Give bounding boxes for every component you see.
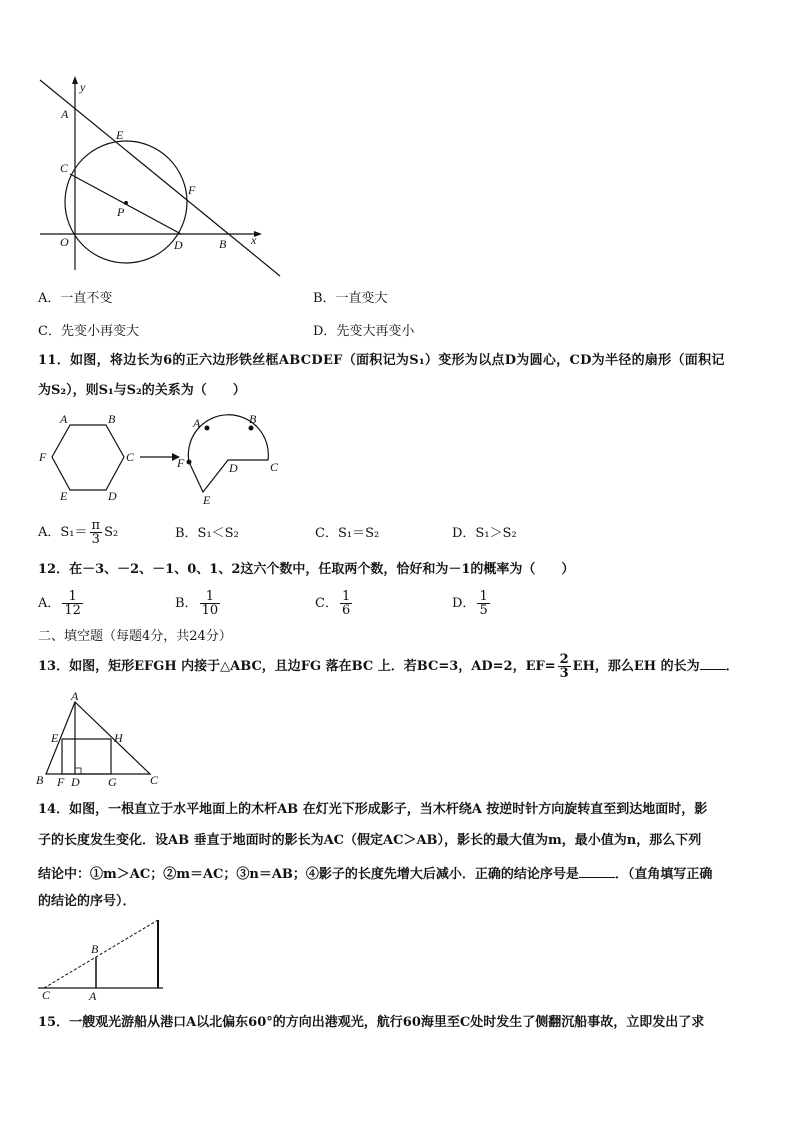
light-ray-dashed bbox=[44, 920, 158, 988]
point-p bbox=[124, 201, 128, 205]
fraction-numerator: 1 bbox=[479, 589, 488, 604]
q13-label-d: D bbox=[71, 775, 80, 789]
label-p: P bbox=[117, 205, 125, 219]
q14-line4: 的结论的序号）． bbox=[38, 894, 136, 909]
option-letter: A． bbox=[38, 596, 61, 611]
fraction-numerator: 1 bbox=[200, 590, 221, 604]
q12-option-d-fraction bbox=[477, 590, 489, 617]
q12-option-b bbox=[175, 589, 222, 619]
figure-q14-pole-shadow bbox=[0, 915, 200, 1005]
q12-option-c bbox=[315, 589, 354, 619]
hex-label-f: F bbox=[39, 450, 47, 464]
q12-option-b-fraction bbox=[200, 590, 221, 617]
label-c: C bbox=[60, 161, 69, 175]
fraction-numerator: 1 bbox=[341, 589, 351, 604]
q11-option-a-suffix: S₂ bbox=[104, 525, 119, 540]
fraction-denominator: 3 bbox=[559, 666, 569, 681]
hex-label-b: B bbox=[108, 412, 116, 426]
hexagon-abcdef bbox=[52, 425, 124, 490]
q14-line2: 子的长度发生变化．设AB 垂直于地面时的影长为AC（假定AC＞AB），影长的最大值为m，最小值为n，那么下列 bbox=[38, 833, 702, 848]
q11-option-a bbox=[38, 518, 118, 548]
sector-label-a: A bbox=[193, 416, 201, 430]
q13-label-c: C bbox=[150, 773, 159, 787]
q11-option-a-fraction bbox=[90, 519, 103, 546]
q14-line3-a: 结论中：①m＞AC；②m＝AC；③n＝AB；④影子的长度先增大后减小．正确的结论序号是 bbox=[38, 867, 579, 882]
q10-option-c: C．先变小再变大 bbox=[38, 324, 139, 339]
q13-label-f: F bbox=[57, 775, 65, 789]
hex-label-c: C bbox=[126, 450, 135, 464]
option-letter: B． bbox=[175, 596, 198, 611]
sector-point-a bbox=[205, 426, 210, 431]
label-d: D bbox=[174, 238, 183, 252]
q13-prefix: 13．如图，矩形EFGH 内接于△ABC，且边FG 落在BC 上．若BC=3，AD=2，EF= bbox=[38, 659, 556, 674]
q13-label-h: H bbox=[114, 731, 123, 745]
label-e: E bbox=[116, 128, 124, 142]
q15-text: 15．一艘观光游船从港口A以北偏东60°的方向出港观光，航行60海里至C处时发生了侧翻沉船事故，立即发出了求 bbox=[38, 1015, 705, 1030]
q12-text: 12．在－3、－2、－1、0、1、2这六个数中，任取两个数，恰好和为－1的概率为（ ） bbox=[38, 562, 575, 577]
rectangle-efgh bbox=[62, 739, 111, 774]
figure-q11-hexagon-sector bbox=[0, 405, 320, 510]
q14-label-a: A bbox=[89, 989, 97, 1003]
figure-q13-triangle-rectangle bbox=[0, 690, 200, 790]
q10-option-a: A．一直不变 bbox=[38, 291, 113, 306]
label-f: F bbox=[188, 183, 196, 197]
option-letter: C． bbox=[315, 596, 338, 611]
q11-line1: 11．如图，将边长为6的正六边形铁丝框ABCDEF（面积记为S₁）变形为以点D为圆心，CD为半径的扇形（面积记 bbox=[38, 353, 725, 368]
q14-line1: 14．如图，一根直立于水平地面上的木杆AB 在灯光下形成影子，当木杆绕A 按逆时针方向旋转直至到达地面时，影 bbox=[38, 802, 708, 817]
q13-answer-blank[interactable] bbox=[700, 655, 726, 670]
hex-label-a: A bbox=[60, 412, 68, 426]
q14-label-b: B bbox=[91, 942, 99, 956]
figure-q10-circle-line bbox=[0, 0, 794, 300]
sector-point-f bbox=[187, 460, 192, 465]
q13-label-a: A bbox=[71, 689, 79, 703]
label-b: B bbox=[219, 237, 227, 251]
q14-line3-b: ．（直角填写正确 bbox=[614, 867, 713, 882]
q13-fraction bbox=[558, 653, 571, 680]
q14-label-c: C bbox=[42, 988, 51, 1002]
q11-option-d: D．S₁＞S₂ bbox=[452, 526, 517, 541]
sector-label-c: C bbox=[270, 460, 279, 474]
q12-option-a-fraction bbox=[62, 590, 83, 617]
label-x: x bbox=[251, 233, 257, 247]
sector-label-f: F bbox=[177, 456, 185, 470]
line-ab bbox=[40, 80, 280, 276]
fraction-denominator: 10 bbox=[201, 603, 219, 618]
fraction-numerator: 2 bbox=[559, 652, 569, 667]
fraction-numerator: 1 bbox=[62, 590, 83, 604]
label-o: O bbox=[60, 235, 69, 249]
fraction-numerator: π bbox=[91, 518, 101, 533]
q11-line2: 为S₂），则S₁与S₂的关系为（ ） bbox=[38, 383, 246, 398]
q13-suffix: EH，那么EH 的长为 bbox=[572, 659, 700, 674]
q13-label-g: G bbox=[108, 775, 117, 789]
q14-answer-blank[interactable] bbox=[579, 864, 615, 878]
q12-option-c-fraction bbox=[340, 590, 352, 617]
q10-option-d: D．先变大再变小 bbox=[313, 324, 415, 339]
q12-option-a bbox=[38, 589, 85, 619]
q13-end: ． bbox=[725, 659, 739, 674]
q14-line3 bbox=[38, 864, 712, 883]
label-y: y bbox=[80, 80, 86, 94]
option-letter: D． bbox=[452, 596, 476, 611]
q11-option-c: C．S₁＝S₂ bbox=[315, 526, 380, 541]
q10-option-b: B．一直变大 bbox=[313, 291, 388, 306]
fraction-denominator: 3 bbox=[91, 532, 100, 547]
right-angle-mark bbox=[75, 768, 81, 774]
sector-label-e: E bbox=[203, 493, 211, 507]
q13-label-e: E bbox=[51, 731, 59, 745]
q13-label-b: B bbox=[36, 773, 44, 787]
sector-point-b bbox=[249, 426, 254, 431]
q12-option-d bbox=[452, 589, 492, 619]
hex-label-e: E bbox=[60, 489, 68, 503]
sector-label-b: B bbox=[249, 412, 257, 426]
hex-label-d: D bbox=[108, 489, 117, 503]
fraction-denominator: 5 bbox=[479, 603, 488, 618]
fraction-denominator: 6 bbox=[341, 603, 351, 618]
section-heading-fill-in: 二、填空题（每题4分，共24分） bbox=[38, 629, 232, 644]
label-a: A bbox=[61, 107, 69, 121]
fraction-denominator: 12 bbox=[64, 603, 81, 618]
sector-label-d: D bbox=[229, 461, 238, 475]
q11-option-a-prefix: A．S₁＝ bbox=[38, 525, 88, 540]
q13-text bbox=[38, 652, 739, 682]
q11-option-b: B．S₁＜S₂ bbox=[175, 526, 239, 541]
